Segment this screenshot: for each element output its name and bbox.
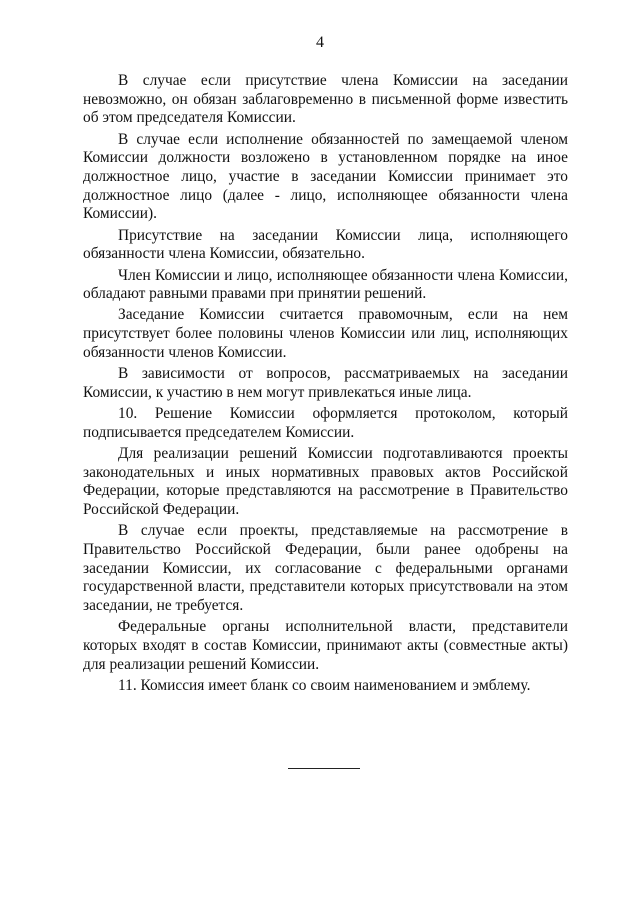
- paragraph-item-10-protocol: 10. Решение Комиссии оформляется протоколом, который подписывается председателем Комиссии.: [83, 404, 568, 441]
- paragraph-approval-not-required: В случае если проекты, представляемые на рассмотрение в Правительство Российской Федерации, были ранее одобрены на заседании Комиссии, их согласование с федеральными органами государственной власти, представители которых присутствовали на этом заседании, не требуется.: [83, 522, 568, 614]
- end-of-document-rule: [288, 768, 360, 769]
- page-number: 4: [316, 34, 324, 51]
- paragraph-quorum: Заседание Комиссии считается правомочным, если на нем присутствует более половины членов Комиссии или лиц, исполняющих обязанности членов Комиссии.: [83, 306, 568, 361]
- paragraph-absence-notice: В случае если присутствие члена Комиссии на заседании невозможно, он обязан заблаговременно в письменной форме известить об этом председателя Комиссии.: [83, 72, 568, 127]
- paragraph-equal-rights: Член Комиссии и лицо, исполняющее обязанности члена Комиссии, обладают равными правами при принятии решений.: [83, 266, 568, 303]
- paragraph-acting-attendance: Присутствие на заседании Комиссии лица, исполняющего обязанности члена Комиссии, обязательно.: [83, 226, 568, 263]
- paragraph-other-participants: В зависимости от вопросов, рассматриваемых на заседании Комиссии, к участию в нем могут привлекаться иные лица.: [83, 365, 568, 401]
- paragraph-federal-bodies-acts: Федеральные органы исполнительной власти, представители которых входят в состав Комиссии, принимают акты (совместные акты) для реализации решений Комиссии.: [83, 618, 568, 673]
- document-body: [83, 72, 568, 698]
- paragraph-draft-acts: Для реализации решений Комиссии подготавливаются проекты законодательных и иных нормативных правовых актов Российской Федерации, которые представляются на рассмотрение в Правительство Российской Федерации.: [83, 444, 568, 518]
- paragraph-acting-official: В случае если исполнение обязанностей по замещаемой членом Комиссии должности возложено в установленном порядке на иное должностное лицо, участие в заседании Комиссии принимает это должностное лицо (далее - лицо, исполняющее обязанности члена Комиссии).: [83, 130, 568, 223]
- paragraph-item-11-letterhead: 11. Комиссия имеет бланк со своим наименованием и эмблему.: [118, 676, 531, 694]
